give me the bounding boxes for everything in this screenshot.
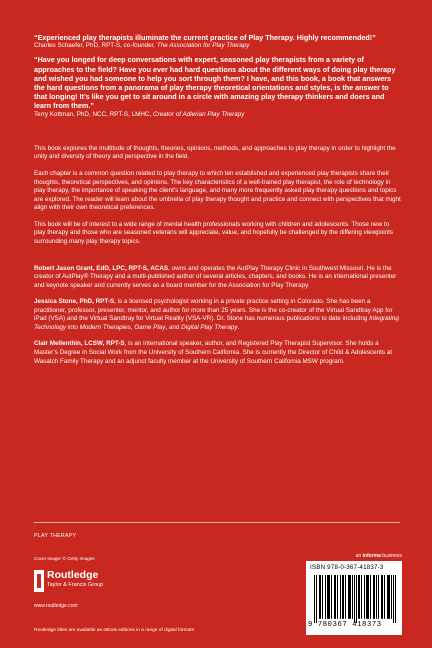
- bio-text: , is a licensed psychologist working in a private practice setting in Colorado. She has been a practitioner, professor, presenter, mentor, and author for more than 25 years. She is the co-creator of the Virtual Sandtray App for iPad (VSA) and the Virtual Sandtray for Virtual Reality (VSA-VR). Dr. Stone has numerous publications to date including: [34, 298, 393, 323]
- bio-name: Clair Mellenthin, LCSW, RPT-S: [34, 340, 125, 348]
- publisher-website[interactable]: www.routledge.com: [34, 603, 78, 609]
- quote-author: Terry Kottman, PhD, NCC, RPT-S, LMHC,: [34, 110, 153, 118]
- quote-author-role: co-founder, The Association for Play Therapy: [123, 42, 250, 50]
- informa-suffix: business: [380, 553, 402, 559]
- isbn-number: ISBN 978-0-367-41837-3: [310, 564, 384, 571]
- endorsement-1: [34, 33, 402, 50]
- bio-text: , is an international speaker, author, and Registered Play Therapist Supervisor. She holds a Master’s Degree in Social Work from the University of Southern California. She is currently the Director of Child & Adolescents at Wasatch Family Therapy and an adjunct faculty member at the University of Southern California MSW program.: [34, 340, 393, 365]
- ebook-availability-note: Routledge titles are available as eBook editions in a range of digital formats: [34, 628, 194, 633]
- bio-end: .: [237, 323, 240, 331]
- quote-attribution: [34, 42, 402, 50]
- book-title: Integrating Technology into Modern Therapies: [34, 315, 399, 331]
- barcode-panel: [306, 561, 402, 635]
- author-bios: [34, 265, 402, 367]
- bio-separator: , and: [165, 323, 182, 331]
- bio-separator: ,: [130, 323, 135, 331]
- bio-stone: [34, 298, 402, 332]
- quote-attribution: [34, 111, 402, 119]
- description-paragraph-3: This book will be of interest to a wide range of mental health professionals working with children and adolescents. Those new to play therapy and those who are seasoned veterans will appreciate, value, and hopefully be challenged by the differing viewpoints surrounding many play therapy topics.: [34, 220, 394, 245]
- quote-author-role: Creator of Adlerian Play Therapy: [152, 110, 245, 118]
- bio-grant: [34, 265, 402, 291]
- footer-divider: [34, 522, 400, 523]
- barcode-digits: 9 780367 418373: [308, 621, 382, 629]
- routledge-logo-icon: [34, 570, 44, 592]
- book-title: Game Play: [134, 323, 166, 331]
- quote-text: “Have you longed for deep conversations with expert, seasoned play therapists from a variety of approaches to the field? Have you ever had hard questions about the different ways of doing play therapy and wished you had someone to help you sort through them? I have, and this book, a book that answers the hard questions from a panorama of play therapy theoretical orientations and styles, is the answer to that longing! It’s like you get to sit around in a circle with amazing play therapy thinkers and doers and learn from them.”: [34, 55, 396, 111]
- book-description: [34, 145, 402, 247]
- bio-mellenthin: [34, 340, 402, 366]
- bio-name: Jessica Stone, PhD, RPT-S: [34, 298, 115, 306]
- bio-name: Robert Jason Grant, EdD, LPC, RPT-S, ACAS: [34, 264, 169, 272]
- description-paragraph-2: Each chapter is a common question related to play therapy to which ten established and experienced play therapists share their thoughts, theoretical perspectives, and opinions. The key characteristics of a well-trained play therapist, the role of technology in play therapy, the importance of speaking the client’s language, and many more frequently asked play therapy questions and topics are explored. The reader will learn about the umbrella of play therapy thought and practice and connect with perspectives that might align with their own theoretical preferences.: [34, 170, 401, 212]
- informa-brand: informa: [362, 553, 381, 559]
- endorsement-2: [34, 55, 402, 118]
- book-title: Digital Play Therapy: [181, 323, 238, 331]
- subject-category: PLAY THERAPY: [34, 533, 77, 539]
- publisher-group: Taylor & Francis Group: [47, 582, 104, 588]
- cover-footer: [0, 522, 432, 648]
- quote-author: Charles Schaefer, PhD, RPT-S,: [34, 42, 124, 50]
- bio-text: , owns and operates the AutPlay Therapy Clinic in Southwest Missouri. He is the creator of AutPlay® Therapy and a multi-published author of several articles, chapters, and books. He is an international presenter and keynote speaker and currently serves as a board member for the Association for Play Therapy.: [34, 264, 397, 289]
- main-content: [34, 33, 402, 374]
- informa-tagline: [356, 553, 402, 559]
- informa-prefix: an: [355, 553, 363, 559]
- publisher-name: Routledge: [47, 569, 99, 581]
- description-paragraph-1: This book explores the multitude of thoughts, theories, opinions, methods, and approaches to play therapy in order to highlight the unity and diversity of theory and perspective in the field.: [34, 144, 396, 161]
- publisher-logo: [34, 568, 174, 604]
- quote-text: “Experienced play therapists illuminate the current practice of Play Therapy. Highly recommended!”: [34, 33, 376, 42]
- isbn-block: [306, 553, 402, 635]
- barcode-icon: [312, 575, 398, 623]
- cover-image-credit: Cover image: © Getty Images: [34, 556, 95, 561]
